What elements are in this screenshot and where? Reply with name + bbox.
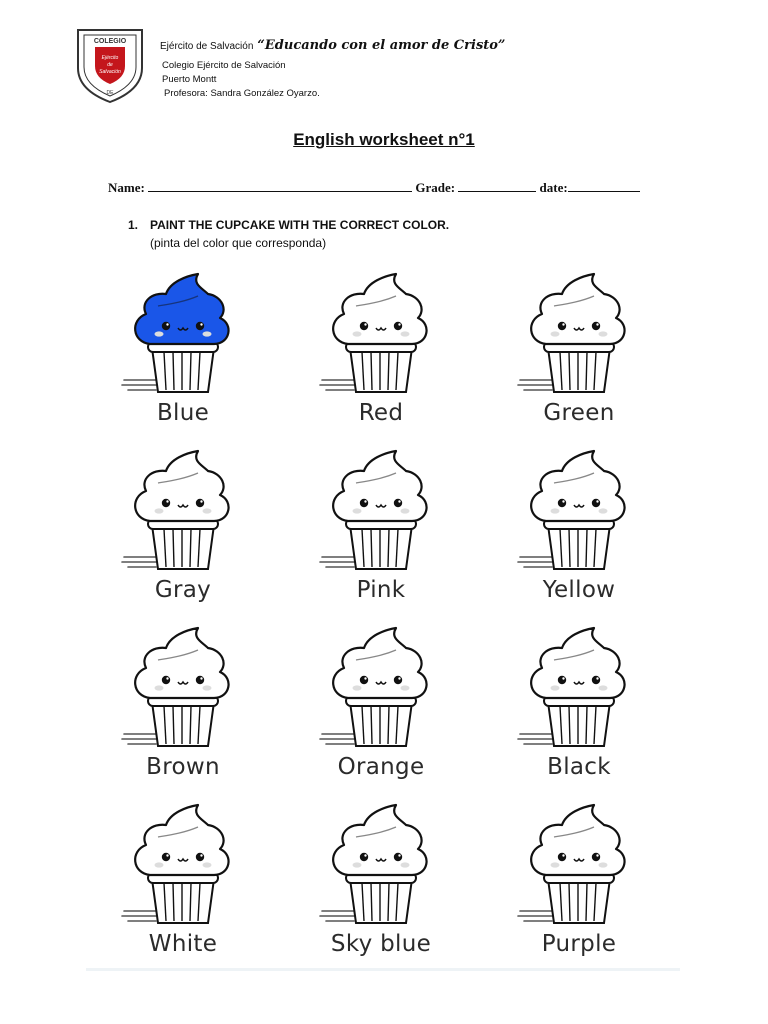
cupcake-item[interactable] — [480, 262, 678, 439]
svg-text:Ejército: Ejército — [101, 55, 119, 61]
cupcake-color-label: Orange — [337, 754, 425, 780]
grade-label: Grade: — [415, 180, 456, 195]
cupcake-item[interactable] — [282, 439, 480, 616]
cupcake-item[interactable] — [480, 793, 678, 970]
cupcake-color-label: Pink — [356, 577, 406, 603]
date-field[interactable] — [568, 180, 640, 192]
cupcake-icon[interactable] — [514, 626, 644, 748]
svg-text:DE: DE — [106, 90, 114, 96]
org-name: Ejército de Salvación — [160, 41, 254, 52]
cupcake-item[interactable] — [84, 616, 282, 793]
svg-text:COLEGIO: COLEGIO — [93, 38, 127, 45]
date-label: date: — [539, 180, 568, 195]
motto: “Educando con el amor de Cristo” — [257, 38, 506, 53]
cupcake-icon[interactable] — [514, 272, 644, 394]
cupcake-grid — [84, 262, 678, 970]
name-label: Name: — [108, 180, 145, 195]
cupcake-item[interactable] — [480, 616, 678, 793]
school-name: Colegio Ejército de Salvación — [162, 60, 286, 71]
cupcake-icon[interactable] — [316, 626, 446, 748]
cupcake-item[interactable] — [282, 262, 480, 439]
cupcake-icon[interactable] — [316, 272, 446, 394]
cupcake-item[interactable] — [84, 262, 282, 439]
cupcake-color-label: Sky blue — [330, 931, 432, 957]
cupcake-icon[interactable] — [316, 449, 446, 571]
header-block — [160, 38, 505, 101]
cupcake-icon[interactable] — [316, 803, 446, 925]
divider — [86, 968, 680, 971]
cupcake-icon[interactable] — [118, 803, 248, 925]
instruction-number: 1. — [128, 218, 139, 232]
teacher: Profesora: Sandra González Oyarzo. — [164, 88, 320, 99]
cupcake-item[interactable] — [84, 793, 282, 970]
student-info-row — [108, 180, 640, 196]
school-logo — [68, 24, 152, 104]
cupcake-item[interactable] — [282, 793, 480, 970]
svg-text:de: de — [107, 62, 113, 68]
cupcake-icon[interactable] — [118, 272, 248, 394]
city: Puerto Montt — [162, 74, 217, 85]
cupcake-icon[interactable] — [514, 449, 644, 571]
page-title: English worksheet n°1 — [293, 130, 475, 149]
instruction-text: PAINT THE CUPCAKE WITH THE CORRECT COLOR. — [150, 218, 450, 232]
cupcake-color-label: Brown — [146, 754, 220, 780]
cupcake-icon[interactable] — [118, 626, 248, 748]
cupcake-color-label: Gray — [154, 577, 212, 603]
cupcake-color-label: Blue — [156, 400, 210, 426]
cupcake-item[interactable] — [480, 439, 678, 616]
cupcake-color-label: Yellow — [542, 577, 616, 603]
instruction — [128, 218, 449, 250]
cupcake-color-label: Purple — [541, 931, 617, 957]
instruction-translation: (pinta del color que corresponda) — [150, 236, 327, 250]
cupcake-color-label: Red — [358, 400, 404, 426]
name-field[interactable] — [148, 180, 412, 192]
svg-text:Salvación: Salvación — [99, 69, 121, 75]
cupcake-icon[interactable] — [118, 449, 248, 571]
cupcake-color-label: Green — [543, 400, 615, 426]
cupcake-item[interactable] — [282, 616, 480, 793]
cupcake-color-label: Black — [547, 754, 611, 780]
cupcake-color-label: White — [148, 931, 218, 957]
cupcake-icon[interactable] — [514, 803, 644, 925]
cupcake-item[interactable] — [84, 439, 282, 616]
grade-field[interactable] — [458, 180, 536, 192]
